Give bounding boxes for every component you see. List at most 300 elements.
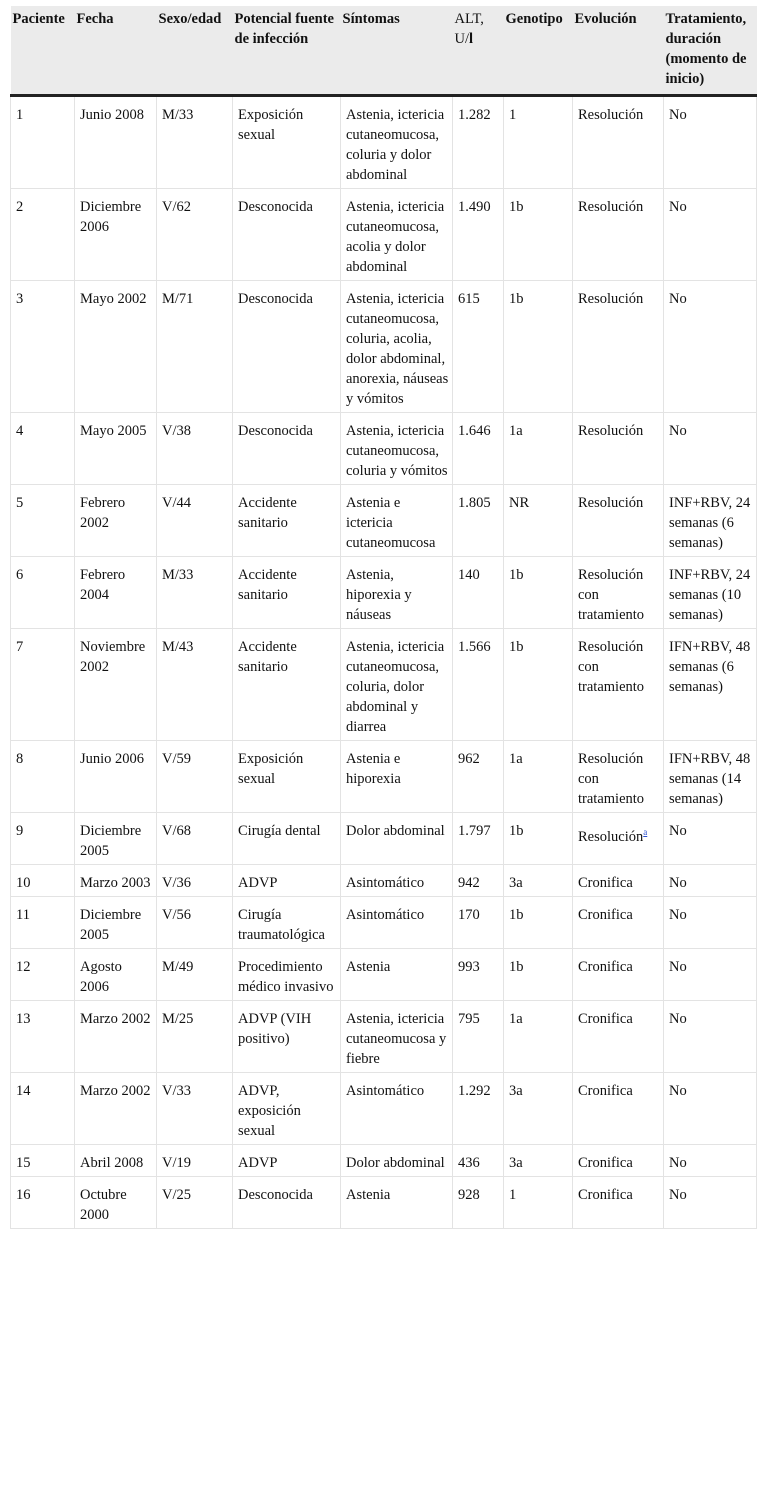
cell-fuente-text: Accidente sanitario (238, 639, 297, 675)
cell-sexo-edad-text: V/19 (162, 1155, 191, 1171)
cell-evolucion (573, 485, 664, 557)
cell-fecha (75, 1177, 157, 1229)
patients-table (10, 6, 757, 1229)
table-header-row (11, 6, 757, 96)
cell-fecha-text: Marzo 2002 (80, 1083, 151, 1099)
cell-evolucion-text: Resolución con tratamiento (578, 567, 645, 623)
cell-genotipo (504, 1145, 573, 1177)
cell-fuente (233, 189, 341, 281)
cell-alt (453, 413, 504, 485)
cell-genotipo (504, 1073, 573, 1145)
cell-evolucion (573, 413, 664, 485)
cell-fuente (233, 1145, 341, 1177)
cell-fecha (75, 189, 157, 281)
cell-evolucion-text: Cronifica (578, 1083, 633, 1099)
cell-evolucion (573, 557, 664, 629)
cell-evolucion (573, 897, 664, 949)
cell-fecha-text: Junio 2006 (80, 751, 145, 767)
cell-fecha-text: Febrero 2004 (80, 567, 126, 603)
table-row (11, 741, 757, 813)
cell-tratamiento-text: INF+RBV, 24 semanas (6 semanas) (669, 495, 751, 551)
cell-evolucion-text: Resolución (578, 107, 644, 123)
cell-fuente-text: ADVP (238, 1155, 278, 1171)
cell-sintomas-text: Astenia, ictericia cutaneomucosa, coluria y dolor abdominal (346, 107, 445, 183)
cell-evolucion (573, 949, 664, 1001)
cell-paciente (11, 96, 75, 189)
cell-tratamiento (664, 413, 757, 485)
cell-alt-text: 1.282 (458, 107, 491, 123)
cell-fecha (75, 865, 157, 897)
cell-fuente-text: Accidente sanitario (238, 567, 297, 603)
cell-fecha-text: Junio 2008 (80, 107, 145, 123)
cell-sintomas-text: Dolor abdominal (346, 823, 445, 839)
cell-fuente-text: Accidente sanitario (238, 495, 297, 531)
cell-sexo-edad-text: V/38 (162, 423, 191, 439)
cell-fecha-text: Mayo 2002 (80, 291, 147, 307)
cell-fecha-text: Mayo 2005 (80, 423, 147, 439)
cell-sintomas-text: Dolor abdominal (346, 1155, 445, 1171)
cell-alt-text: 140 (458, 567, 480, 583)
cell-alt-text: 942 (458, 875, 480, 891)
cell-evolucion-text: Cronifica (578, 875, 633, 891)
cell-genotipo (504, 865, 573, 897)
cell-evolucion-text: Resolución (578, 495, 644, 511)
cell-fecha (75, 741, 157, 813)
cell-fuente-text: Desconocida (238, 199, 313, 215)
cell-alt (453, 813, 504, 865)
cell-sintomas (341, 949, 453, 1001)
cell-genotipo (504, 413, 573, 485)
cell-sexo-edad-text: V/56 (162, 907, 191, 923)
cell-sintomas (341, 96, 453, 189)
cell-genotipo-text: 1b (509, 639, 524, 655)
cell-evolucion-text: Cronifica (578, 1187, 633, 1203)
cell-paciente (11, 897, 75, 949)
footnote-link[interactable]: a (643, 827, 648, 837)
cell-tratamiento-text: No (669, 907, 687, 923)
cell-tratamiento (664, 1145, 757, 1177)
header-alt-text: ALT, U/ (454, 11, 484, 47)
cell-fuente (233, 1177, 341, 1229)
cell-fecha (75, 1073, 157, 1145)
header-fuente: Potencial fuente de infección (233, 6, 341, 96)
cell-tratamiento (664, 557, 757, 629)
cell-sexo-edad (157, 96, 233, 189)
cell-evolucion (573, 189, 664, 281)
cell-fecha-text: Agosto 2006 (80, 959, 122, 995)
cell-tratamiento (664, 189, 757, 281)
cell-tratamiento-text: No (669, 423, 687, 439)
cell-paciente-text: 14 (16, 1083, 31, 1099)
cell-evolucion-text: Cronifica (578, 1011, 633, 1027)
cell-fecha (75, 557, 157, 629)
header-tratamiento: Tratamiento, duración (momento de inicio) (664, 6, 757, 96)
cell-sintomas (341, 741, 453, 813)
cell-tratamiento (664, 96, 757, 189)
table-row (11, 629, 757, 741)
cell-fecha (75, 629, 157, 741)
cell-paciente-text: 4 (16, 423, 24, 439)
cell-alt (453, 741, 504, 813)
cell-genotipo (504, 949, 573, 1001)
cell-evolucion (573, 1177, 664, 1229)
cell-paciente (11, 1073, 75, 1145)
table-row (11, 413, 757, 485)
cell-tratamiento-text: IFN+RBV, 48 semanas (6 semanas) (669, 639, 751, 695)
cell-sexo-edad-text: V/25 (162, 1187, 191, 1203)
cell-fuente (233, 629, 341, 741)
cell-genotipo-text: 1 (509, 1187, 517, 1203)
cell-fuente (233, 813, 341, 865)
cell-genotipo-text: 1a (509, 751, 523, 767)
table-row (11, 557, 757, 629)
cell-sintomas-text: Astenia, ictericia cutaneomucosa, coluria, acolia, dolor abdominal, anorexia, náuseas y vómitos (346, 291, 449, 407)
cell-alt-text: 1.490 (458, 199, 491, 215)
cell-alt (453, 897, 504, 949)
cell-alt-text: 962 (458, 751, 480, 767)
cell-paciente-text: 5 (16, 495, 24, 511)
cell-sintomas-text: Asintomático (346, 875, 425, 891)
cell-sintomas (341, 413, 453, 485)
cell-paciente-text: 2 (16, 199, 24, 215)
patients-table-container (10, 6, 756, 1229)
table-row (11, 1145, 757, 1177)
cell-genotipo (504, 281, 573, 413)
cell-evolucion-text: Resolución (578, 828, 644, 845)
cell-alt-text: 928 (458, 1187, 480, 1203)
cell-tratamiento-text: INF+RBV, 24 semanas (10 semanas) (669, 567, 751, 623)
cell-alt (453, 1001, 504, 1073)
cell-paciente (11, 1001, 75, 1073)
cell-fuente (233, 741, 341, 813)
cell-sintomas-text: Astenia e ictericia cutaneomucosa (346, 495, 436, 551)
cell-sintomas-text: Astenia, ictericia cutaneomucosa, coluria y vómitos (346, 423, 448, 479)
cell-genotipo-text: 1b (509, 823, 524, 839)
cell-paciente-text: 7 (16, 639, 24, 655)
table-row (11, 813, 757, 865)
cell-sexo-edad (157, 485, 233, 557)
cell-sintomas (341, 485, 453, 557)
cell-evolucion-text: Cronifica (578, 959, 633, 975)
cell-sintomas (341, 281, 453, 413)
cell-tratamiento (664, 1001, 757, 1073)
cell-alt (453, 949, 504, 1001)
cell-fuente-text: ADVP (VIH positivo) (238, 1011, 312, 1047)
cell-sexo-edad-text: M/33 (162, 567, 194, 583)
cell-sintomas (341, 1145, 453, 1177)
cell-paciente (11, 485, 75, 557)
footnote-marker (643, 824, 647, 838)
cell-tratamiento-text: No (669, 1187, 687, 1203)
cell-paciente-text: 12 (16, 959, 31, 975)
cell-sexo-edad-text: V/68 (162, 823, 191, 839)
table-row (11, 949, 757, 1001)
header-fecha: Fecha (75, 6, 157, 96)
cell-sexo-edad (157, 1001, 233, 1073)
cell-sexo-edad (157, 1177, 233, 1229)
header-alt (453, 6, 504, 96)
cell-paciente-text: 8 (16, 751, 24, 767)
cell-genotipo-text: 3a (509, 875, 523, 891)
cell-paciente (11, 1177, 75, 1229)
cell-evolucion-text: Resolución con tratamiento (578, 751, 645, 807)
table-row (11, 485, 757, 557)
cell-sintomas (341, 629, 453, 741)
table-body (11, 96, 757, 1229)
cell-fuente (233, 557, 341, 629)
cell-alt-text: 1.646 (458, 423, 491, 439)
cell-genotipo-text: 1b (509, 959, 524, 975)
cell-fecha-text: Diciembre 2005 (80, 823, 142, 859)
cell-sexo-edad (157, 897, 233, 949)
cell-fecha-text: Octubre 2000 (80, 1187, 127, 1223)
cell-fuente-text: Procedimiento médico invasivo (238, 959, 334, 995)
header-sintomas: Síntomas (341, 6, 453, 96)
cell-evolucion-text: Resolución (578, 291, 644, 307)
header-genotipo: Genotipo (504, 6, 573, 96)
cell-paciente-text: 13 (16, 1011, 31, 1027)
cell-genotipo-text: NR (509, 495, 530, 511)
cell-genotipo-text: 1a (509, 1011, 523, 1027)
cell-tratamiento (664, 865, 757, 897)
cell-fuente-text: Exposición sexual (238, 107, 304, 143)
cell-evolucion-text: Cronifica (578, 907, 633, 923)
cell-alt-text: 170 (458, 907, 480, 923)
cell-tratamiento (664, 813, 757, 865)
cell-genotipo (504, 1177, 573, 1229)
cell-paciente (11, 557, 75, 629)
cell-genotipo-text: 1 (509, 107, 517, 123)
cell-fuente-text: Desconocida (238, 291, 313, 307)
cell-genotipo-text: 3a (509, 1155, 523, 1171)
cell-sexo-edad-text: M/25 (162, 1011, 194, 1027)
cell-sintomas (341, 1001, 453, 1073)
cell-tratamiento (664, 741, 757, 813)
cell-fuente (233, 865, 341, 897)
cell-sexo-edad-text: M/71 (162, 291, 194, 307)
cell-evolucion-text: Resolución con tratamiento (578, 639, 645, 695)
cell-fuente-text: Desconocida (238, 423, 313, 439)
cell-sintomas (341, 865, 453, 897)
cell-evolucion-text: Resolución (578, 423, 644, 439)
cell-fuente (233, 281, 341, 413)
cell-fecha-text: Marzo 2003 (80, 875, 151, 891)
cell-sexo-edad (157, 281, 233, 413)
cell-alt (453, 1177, 504, 1229)
cell-sintomas-text: Asintomático (346, 907, 425, 923)
cell-tratamiento (664, 629, 757, 741)
cell-genotipo (504, 629, 573, 741)
cell-genotipo (504, 96, 573, 189)
cell-fecha (75, 813, 157, 865)
cell-fuente-text: Desconocida (238, 1187, 313, 1203)
cell-fuente (233, 96, 341, 189)
cell-alt (453, 281, 504, 413)
cell-tratamiento (664, 949, 757, 1001)
cell-fuente (233, 1073, 341, 1145)
cell-sexo-edad (157, 413, 233, 485)
cell-paciente-text: 16 (16, 1187, 31, 1203)
cell-alt (453, 1145, 504, 1177)
cell-sexo-edad-text: M/49 (162, 959, 194, 975)
cell-evolucion (573, 865, 664, 897)
cell-genotipo-text: 1b (509, 907, 524, 923)
cell-genotipo (504, 897, 573, 949)
header-paciente: Paciente (11, 6, 75, 96)
cell-genotipo-text: 1a (509, 423, 523, 439)
cell-evolucion (573, 96, 664, 189)
cell-evolucion (573, 281, 664, 413)
cell-tratamiento (664, 1177, 757, 1229)
cell-fecha (75, 96, 157, 189)
header-sexo-edad: Sexo/edad (157, 6, 233, 96)
cell-alt-text: 1.805 (458, 495, 491, 511)
cell-fecha (75, 949, 157, 1001)
cell-fecha (75, 413, 157, 485)
table-row (11, 281, 757, 413)
cell-evolucion-text: Cronifica (578, 1155, 633, 1171)
cell-fuente-text: ADVP (238, 875, 278, 891)
cell-alt-text: 993 (458, 959, 480, 975)
cell-sintomas-text: Astenia, ictericia cutaneomucosa, acolia y dolor abdominal (346, 199, 445, 275)
table-row (11, 1001, 757, 1073)
cell-sintomas-text: Astenia (346, 959, 391, 975)
cell-alt-text: 1.292 (458, 1083, 491, 1099)
cell-tratamiento-text: No (669, 1083, 687, 1099)
cell-alt-text: 615 (458, 291, 480, 307)
cell-alt-text: 436 (458, 1155, 480, 1171)
cell-sexo-edad-text: V/33 (162, 1083, 191, 1099)
cell-sintomas (341, 189, 453, 281)
cell-paciente-text: 3 (16, 291, 24, 307)
cell-fecha (75, 897, 157, 949)
cell-tratamiento (664, 897, 757, 949)
header-evolucion: Evolución (573, 6, 664, 96)
cell-sexo-edad-text: M/43 (162, 639, 194, 655)
cell-genotipo (504, 485, 573, 557)
cell-alt (453, 189, 504, 281)
cell-fecha-text: Febrero 2002 (80, 495, 126, 531)
cell-paciente (11, 413, 75, 485)
cell-evolucion (573, 1073, 664, 1145)
cell-fecha (75, 485, 157, 557)
cell-sintomas (341, 897, 453, 949)
cell-sexo-edad-text: V/62 (162, 199, 191, 215)
cell-alt-text: 795 (458, 1011, 480, 1027)
cell-sintomas-text: Astenia (346, 1187, 391, 1203)
cell-paciente-text: 9 (16, 823, 24, 839)
cell-sexo-edad (157, 1073, 233, 1145)
table-row (11, 1177, 757, 1229)
cell-fecha-text: Marzo 2002 (80, 1011, 151, 1027)
cell-paciente (11, 949, 75, 1001)
cell-sexo-edad (157, 1145, 233, 1177)
cell-paciente-text: 10 (16, 875, 31, 891)
cell-alt (453, 1073, 504, 1145)
cell-tratamiento-text: No (669, 1011, 687, 1027)
cell-sintomas (341, 813, 453, 865)
cell-sexo-edad-text: M/33 (162, 107, 194, 123)
cell-genotipo (504, 557, 573, 629)
cell-paciente-text: 1 (16, 107, 24, 123)
cell-sexo-edad-text: V/36 (162, 875, 191, 891)
cell-sintomas (341, 1073, 453, 1145)
cell-paciente (11, 281, 75, 413)
cell-alt (453, 557, 504, 629)
cell-paciente (11, 813, 75, 865)
cell-evolucion-text: Resolución (578, 199, 644, 215)
cell-evolucion (573, 813, 664, 865)
cell-alt (453, 865, 504, 897)
cell-fuente-text: Exposición sexual (238, 751, 304, 787)
cell-sexo-edad (157, 741, 233, 813)
cell-alt (453, 629, 504, 741)
cell-sexo-edad (157, 189, 233, 281)
table-row (11, 1073, 757, 1145)
table-row (11, 96, 757, 189)
cell-fecha-text: Diciembre 2005 (80, 907, 142, 943)
table-row (11, 189, 757, 281)
cell-genotipo (504, 813, 573, 865)
table-row (11, 897, 757, 949)
cell-tratamiento-text: No (669, 823, 687, 839)
cell-sexo-edad (157, 557, 233, 629)
cell-sexo-edad (157, 949, 233, 1001)
cell-genotipo (504, 741, 573, 813)
cell-paciente-text: 11 (16, 907, 30, 923)
cell-sexo-edad (157, 629, 233, 741)
cell-tratamiento-text: IFN+RBV, 48 semanas (14 semanas) (669, 751, 751, 807)
cell-tratamiento-text: No (669, 291, 687, 307)
cell-fuente-text: Cirugía dental (238, 823, 321, 839)
cell-sintomas-text: Astenia e hiporexia (346, 751, 401, 787)
cell-paciente-text: 6 (16, 567, 24, 583)
cell-fuente-text: ADVP, exposición sexual (238, 1083, 301, 1139)
cell-fuente (233, 897, 341, 949)
cell-tratamiento (664, 281, 757, 413)
cell-fecha-text: Diciembre 2006 (80, 199, 142, 235)
cell-alt-text: 1.797 (458, 823, 491, 839)
table-row (11, 865, 757, 897)
cell-fuente (233, 1001, 341, 1073)
cell-genotipo-text: 1b (509, 567, 524, 583)
cell-sexo-edad-text: V/44 (162, 495, 191, 511)
cell-evolucion (573, 741, 664, 813)
cell-sintomas-text: Astenia, ictericia cutaneomucosa y fiebre (346, 1011, 447, 1067)
header-alt-unit: l (469, 31, 474, 47)
cell-sintomas (341, 1177, 453, 1229)
cell-sexo-edad-text: V/59 (162, 751, 191, 767)
cell-paciente-text: 15 (16, 1155, 31, 1171)
cell-tratamiento (664, 1073, 757, 1145)
cell-fecha-text: Noviembre 2002 (80, 639, 146, 675)
cell-evolucion (573, 1001, 664, 1073)
cell-evolucion (573, 629, 664, 741)
cell-paciente (11, 629, 75, 741)
cell-fecha-text: Abril 2008 (80, 1155, 144, 1171)
cell-sintomas-text: Astenia, ictericia cutaneomucosa, coluria, dolor abdominal y diarrea (346, 639, 445, 735)
cell-genotipo-text: 1b (509, 291, 524, 307)
cell-tratamiento-text: No (669, 875, 687, 891)
cell-sexo-edad (157, 865, 233, 897)
cell-fecha (75, 1145, 157, 1177)
cell-fecha (75, 281, 157, 413)
cell-sintomas-text: Asintomático (346, 1083, 425, 1099)
cell-tratamiento-text: No (669, 1155, 687, 1171)
cell-paciente (11, 189, 75, 281)
cell-fuente (233, 485, 341, 557)
cell-tratamiento (664, 485, 757, 557)
